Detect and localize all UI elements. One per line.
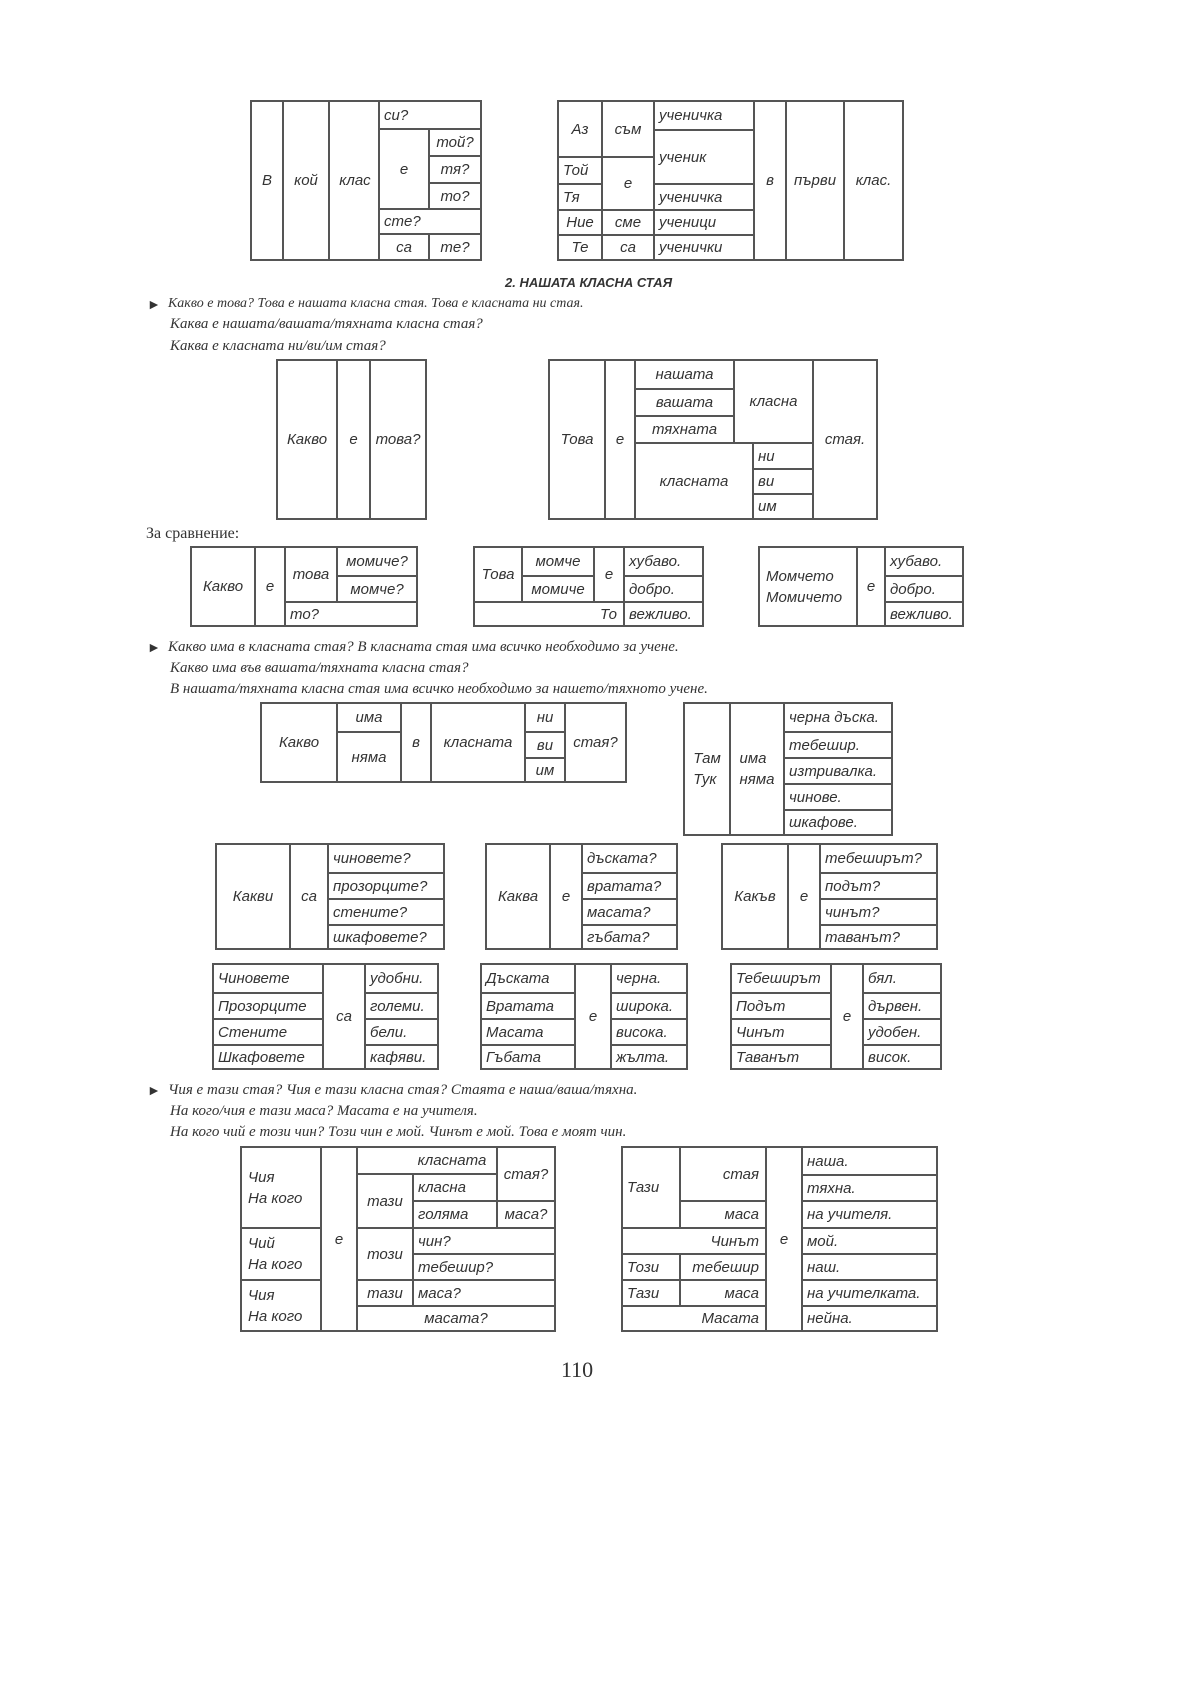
cell: е [378,128,428,208]
cell: Това [481,566,515,583]
cell: нейна. [801,1305,936,1330]
section1-line2: Каква е нашата/вашата/тяхната класна стая? [170,316,483,332]
cell: класната [430,704,524,781]
cell: тази [356,1279,412,1305]
cell: тебешир [679,1253,765,1279]
cell: хубаво. [623,548,702,575]
table-kakvo-e-tova [276,359,427,520]
cell: То [475,601,623,625]
table-v-koy-klas [250,100,482,261]
section2-line3: В нашата/тяхната класна стая има всичко необходимо за нашето/тяхното учене. [170,681,708,697]
cell: е [601,156,653,209]
table-kakvo-ima [260,702,627,783]
cell: стая. [812,361,876,518]
cell: нашата [634,361,733,388]
cell: Какво [278,734,320,751]
cell: е [336,361,369,518]
cell: широка. [610,992,686,1018]
table-kakvi-sa [215,843,445,950]
cell: сте? [378,208,480,233]
table-chiya-na-kogo [240,1146,556,1332]
cell: са [322,965,364,1068]
cell: дъската? [581,845,676,872]
cell: е [604,361,634,518]
cell: черна дъска. [783,704,891,731]
cell: наш. [801,1253,936,1279]
cell: стая? [564,704,625,781]
table-tova-e-nashata [548,359,878,520]
cell: този [356,1227,412,1279]
cell: Аз [571,120,589,138]
cell: тебешир? [412,1253,554,1279]
cell: Каква [497,888,539,905]
cell: това [284,548,336,601]
section1-line3: Каква е класната ни/ви/им стая? [170,338,386,354]
cell: Масата [623,1305,765,1330]
cell: той? [428,128,480,155]
cell: тебеширът? [819,845,936,872]
bullet-icon: ► [147,639,161,655]
cell: хубаво. [884,548,962,575]
cell: Този [623,1253,679,1279]
cell: бял. [862,965,940,992]
cell: вежливо. [884,601,962,625]
cell: чинове. [783,783,891,809]
cell: Таванът [732,1044,830,1068]
cell: Това [560,431,594,448]
cell: ви [752,468,812,493]
cell: е [574,965,610,1068]
cell: е [549,845,581,948]
cell: Чиновете [218,970,290,987]
table-az-sam-uchenichka [557,100,904,261]
cell: Чий На кого [242,1227,320,1279]
cell: в [753,102,785,259]
cell: ни [524,704,564,731]
cell: то? [284,601,416,625]
cell: големи. [364,992,437,1018]
section2-line2: Какво има във вашата/тяхната класна стая? [170,660,469,676]
table-chinovete [212,963,439,1070]
cell: гъбата? [581,924,676,948]
cell: Прозорците [214,992,322,1018]
table-momcheto [758,546,964,627]
cell: Подът [732,992,830,1018]
cell: Шкафовете [214,1044,322,1068]
cell: таванът? [819,924,936,948]
table-tova-momche [473,546,704,627]
cell: са [378,233,428,259]
cell: Там Тук [693,750,721,788]
cell: ученици [653,209,753,234]
cell: ни [752,442,812,468]
cell: момче? [336,575,416,601]
cell: тя? [428,155,480,182]
section-title: 2. НАШАТА КЛАСНА СТАЯ [505,275,673,290]
cell: Какъв [734,888,776,905]
cell: ученик [653,129,753,183]
cell: тяхна. [801,1174,936,1200]
cell: им [524,757,564,781]
cell: черна. [610,965,686,992]
cell: прозорците? [327,872,443,898]
table-tam-tuk [683,702,893,836]
section2-line1: Какво има в класната стая? В класната стая има всичко необходимо за учене. [168,639,679,655]
cell: Дъската [486,970,550,987]
cell: няма [336,731,400,781]
cell: сме [601,209,653,234]
cell: маса [679,1200,765,1227]
cell: удобни. [364,965,437,992]
cell: клас. [843,102,902,259]
cell: е [765,1148,801,1330]
cell: маса? [412,1279,554,1305]
section3-line2: На кого/чия е тази маса? Масата е на учителя. [170,1103,478,1119]
cell: Чинът [732,1018,830,1044]
cell: Тебеширът [736,970,821,987]
cell: Масата [482,1018,574,1044]
cell: Стените [214,1018,322,1044]
table-daskata [480,963,688,1070]
cell: висока. [610,1018,686,1044]
cell: Вратата [482,992,574,1018]
cell: ви [524,731,564,757]
cell: това? [369,361,425,518]
cell: Чия На кого [248,1168,303,1207]
cell: на учителя. [801,1200,936,1227]
cell: ученичка [653,102,753,129]
section3-line3: На кого чий е този чин? Този чин е мой. Чинът е мой. Това е моят чин. [170,1124,627,1140]
cell: вашата [634,388,733,415]
cell: Той [559,156,601,183]
cell: вратата? [581,872,676,898]
cell: добро. [623,575,702,601]
cell: подът? [819,872,936,898]
cell: тебешир. [783,731,891,757]
cell: жълта. [610,1044,686,1068]
cell: ученички [653,234,753,259]
cell: Тази [627,1179,660,1196]
cell: в [400,704,430,781]
cell: изтривалка. [783,757,891,783]
cell: те? [428,233,480,259]
cell: на учителката. [801,1279,936,1305]
cell: има няма [729,704,783,834]
cell: удобен. [862,1018,940,1044]
cell: висок. [862,1044,940,1068]
cell: има [336,704,400,731]
table-tazi-staya [621,1146,938,1332]
cell: си? [378,102,480,128]
cell: първи [785,102,843,259]
cell: В [261,172,272,189]
cell: е [830,965,862,1068]
cell: кой [282,102,328,259]
cell: бели. [364,1018,437,1044]
cell: са [601,234,653,259]
section1-line1: Какво е това? Това е нашата класна стая. Това е класната ни стая. [168,296,584,311]
cell: чин? [412,1227,554,1253]
cell: дървен. [862,992,940,1018]
cell: шкафове. [783,809,891,834]
cell: чиновете? [327,845,443,872]
cell: съм [601,102,653,156]
cell: стая [679,1148,765,1200]
cell: им [752,493,812,518]
cell: тяхната [634,415,733,442]
cell: чинът? [819,898,936,924]
cell: кафяви. [364,1044,437,1068]
cell: тази [356,1173,412,1227]
section3-line1: Чия е тази стая? Чия е тази класна стая? Стаята е наша/ваша/тяхна. [168,1082,638,1098]
bullet-icon: ► [147,296,161,312]
cell: е [856,548,884,625]
cell: момиче [521,575,593,601]
cell: е [320,1148,356,1330]
cell: Гъбата [482,1044,574,1068]
cell: момиче? [336,548,416,575]
cell: масата? [356,1305,554,1330]
cell: стените? [327,898,443,924]
compare-label: За сравнение: [146,525,240,542]
cell: Чинът [623,1227,765,1253]
cell: класна [733,361,812,442]
cell: стая? [496,1148,554,1200]
cell: добро. [884,575,962,601]
cell: то? [428,182,480,208]
cell: Ние [559,209,601,234]
cell: класната [634,442,752,518]
cell: са [289,845,327,948]
cell: Чия На кого [242,1279,320,1330]
cell: Какви [232,888,274,905]
cell: класна [412,1173,496,1200]
cell: клас [328,102,380,259]
table-tebeshirat [730,963,942,1070]
table-kakvo-e-tova-momiche [190,546,418,627]
cell: Какво [286,431,328,448]
cell: масата? [581,898,676,924]
cell: Те [559,234,601,259]
cell: е [593,548,623,601]
cell: вежливо. [623,601,702,625]
bullet-icon: ► [147,1082,161,1098]
cell: Тя [559,183,601,209]
cell: шкафовете? [327,924,443,948]
cell: Момчето Момичето [766,567,843,606]
cell: Тази [623,1279,679,1305]
table-kakva-e [485,843,678,950]
cell: Какво [202,578,244,595]
cell: е [787,845,819,948]
cell: наша. [801,1148,936,1174]
cell: момче [521,548,593,575]
page-number: 110 [561,1357,594,1382]
cell: маса [679,1279,765,1305]
cell: класната [356,1148,496,1173]
cell: голяма [412,1200,496,1227]
cell: маса? [496,1200,554,1227]
cell: мой. [801,1227,936,1253]
cell: ученичка [653,183,753,209]
table-kakav-e [721,843,938,950]
cell: е [254,548,284,625]
